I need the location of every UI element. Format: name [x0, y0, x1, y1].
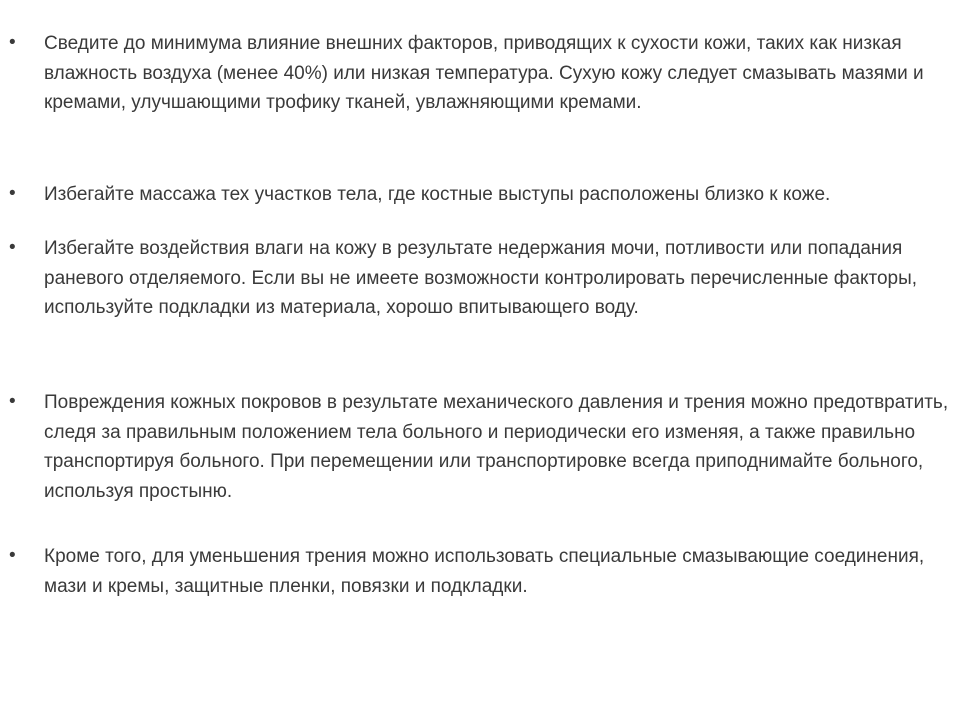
- bullet-text: Сведите до минимума влияние внешних факторов, приводящих к сухости кожи, таких как низкая влажность воздуха (менее 40%) или низкая температура. Сухую кожу следует смазывать мазями и кремами, улучшающими трофику тканей, увлажняющими кремами.: [44, 33, 924, 113]
- bullet-marker: •: [9, 391, 16, 412]
- bullet-text: Избегайте воздействия влаги на кожу в результате недержания мочи, потливости или попадания раневого отделяемого. Если вы не имеете возможности контролировать перечисленные факторы, используйте подкладки из материала, хорошо впитывающего воду.: [44, 238, 918, 318]
- bullet-marker: •: [9, 32, 16, 53]
- bullet-marker: •: [9, 237, 16, 258]
- bullet-text: Повреждения кожных покровов в результате механического давления и трения можно предотвратить, следя за правильным положением тела больного и периодически его изменяя, а также правильно транспортируя больного. При перемещении или транспортировке всегда приподнимайте больного, используя простыню.: [44, 392, 949, 502]
- bullet-marker: •: [9, 183, 16, 204]
- bullet-text: Кроме того, для уменьшения трения можно использовать специальные смазывающие соединения, мази и кремы, защитные пленки, повязки и подкладки.: [44, 546, 925, 597]
- bullet-marker: •: [9, 545, 16, 566]
- bullet-text: Избегайте массажа тех участков тела, где костные выступы расположены близко к коже.: [44, 184, 831, 205]
